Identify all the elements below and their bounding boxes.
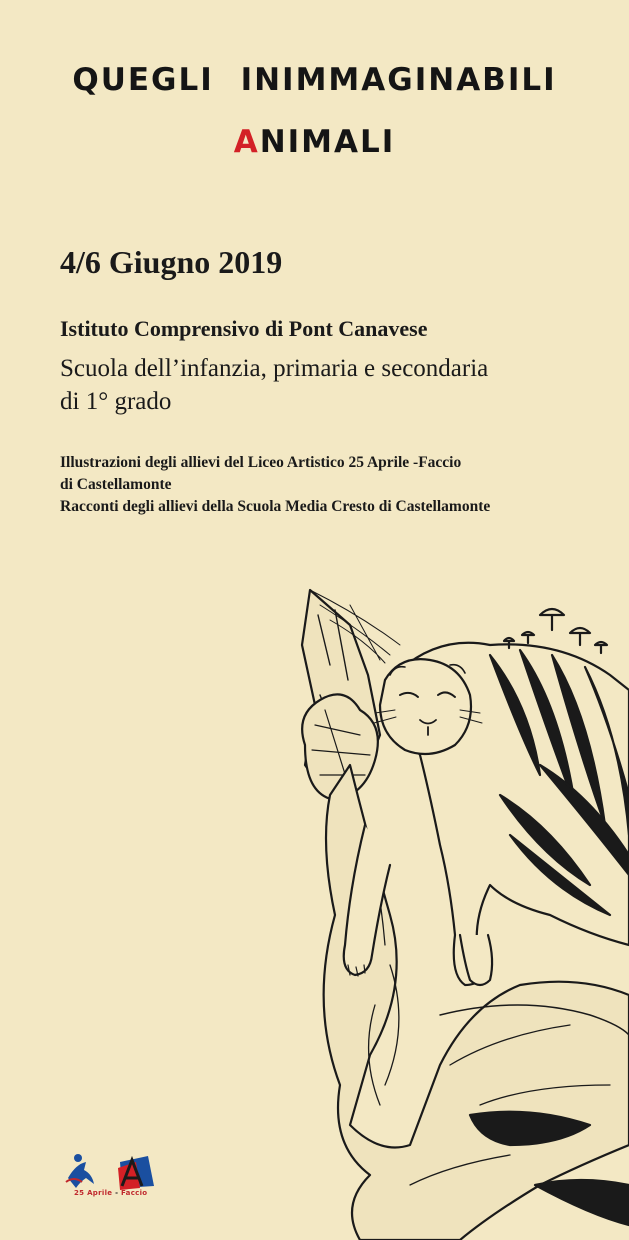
poster-title-line2 bbox=[0, 124, 629, 160]
tiger-on-tree-illustration bbox=[290, 585, 629, 1240]
title-accent-letter: A bbox=[233, 124, 260, 160]
school-description bbox=[60, 352, 600, 418]
credits-line: Illustrazioni degli allievi del Liceo Artistico 25 Aprile -Faccio bbox=[60, 454, 462, 471]
school-line: Scuola dell’infanzia, primaria e secondaria bbox=[60, 355, 489, 382]
school-line: di 1° grado bbox=[60, 388, 172, 415]
institute-name: Istituto Comprensivo di Pont Canavese bbox=[60, 316, 428, 341]
credits-block bbox=[60, 452, 600, 518]
school-logos bbox=[62, 1148, 162, 1208]
title-rest: NIMALI bbox=[259, 124, 396, 160]
logo-sep: - bbox=[112, 1189, 122, 1197]
credits-line: Racconti degli allievi della Scuola Media Cresto di Castellamonte bbox=[60, 498, 491, 515]
logo-number: 25 bbox=[74, 1189, 85, 1197]
poster-title-line1: QUEGLI INIMMAGINABILI bbox=[72, 62, 557, 98]
credits-line: di Castellamonte bbox=[60, 476, 172, 493]
logo-caption bbox=[74, 1189, 147, 1197]
logo-name2: Faccio bbox=[121, 1189, 148, 1197]
event-date: 4/6 Giugno 2019 bbox=[60, 244, 283, 280]
logo-name: Aprile bbox=[87, 1189, 113, 1197]
